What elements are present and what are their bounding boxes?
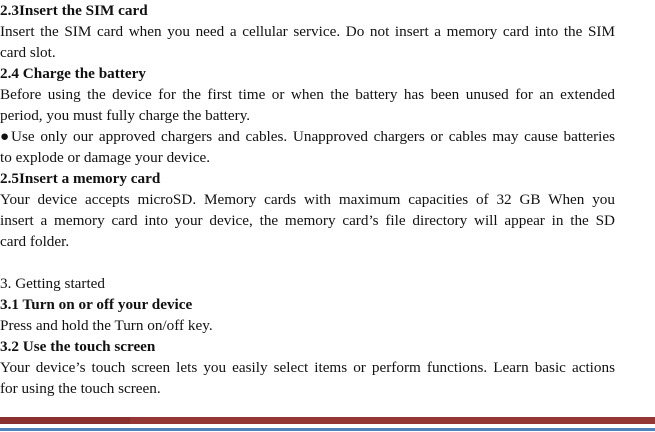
paragraph-line: Your device accepts microSD. Memory cards with maximum capacities of 32 GB When you bbox=[0, 191, 615, 208]
footer-bar-light bbox=[0, 428, 655, 431]
paragraph-line: Press and hold the Turn on/off key. bbox=[0, 317, 213, 334]
chapter-title-getting-started: 3. Getting started bbox=[0, 275, 106, 292]
paragraph-line: card slot. bbox=[0, 44, 56, 61]
section-heading-charge-battery: 2.4 Charge the battery bbox=[0, 65, 146, 82]
spacer bbox=[0, 252, 615, 273]
warning-line: ●Use only our approved chargers and cables. Unapproved chargers or cables may cause batteries bbox=[0, 128, 615, 145]
warning-line: to explode or damage your device. bbox=[0, 149, 211, 166]
paragraph-line: Insert the SIM card when you need a cellular service. Do not insert a memory card into the SIM bbox=[0, 23, 615, 40]
section-heading-turn-on-off: 3.1 Turn on or off your device bbox=[0, 296, 193, 313]
paragraph-line: for using the touch screen. bbox=[0, 380, 161, 397]
paragraph-line: Before using the device for the first time or when the battery has been unused for an extended bbox=[0, 86, 615, 103]
section-heading-touch-screen: 3.2 Use the touch screen bbox=[0, 338, 156, 355]
paragraph-line: period, you must fully charge the battery. bbox=[0, 107, 251, 124]
paragraph-line: insert a memory card into your device, the memory card’s file directory will appear in the SD bbox=[0, 212, 615, 229]
footer-bar-dark-segment bbox=[0, 417, 130, 424]
section-heading-insert-memory-card: 2.5Insert a memory card bbox=[0, 170, 161, 187]
section-heading-insert-sim: 2.3Insert the SIM card bbox=[0, 2, 148, 19]
paragraph-line: Your device’s touch screen lets you easily select items or perform functions. Learn basic actions bbox=[0, 359, 615, 376]
paragraph-line: card folder. bbox=[0, 233, 70, 250]
